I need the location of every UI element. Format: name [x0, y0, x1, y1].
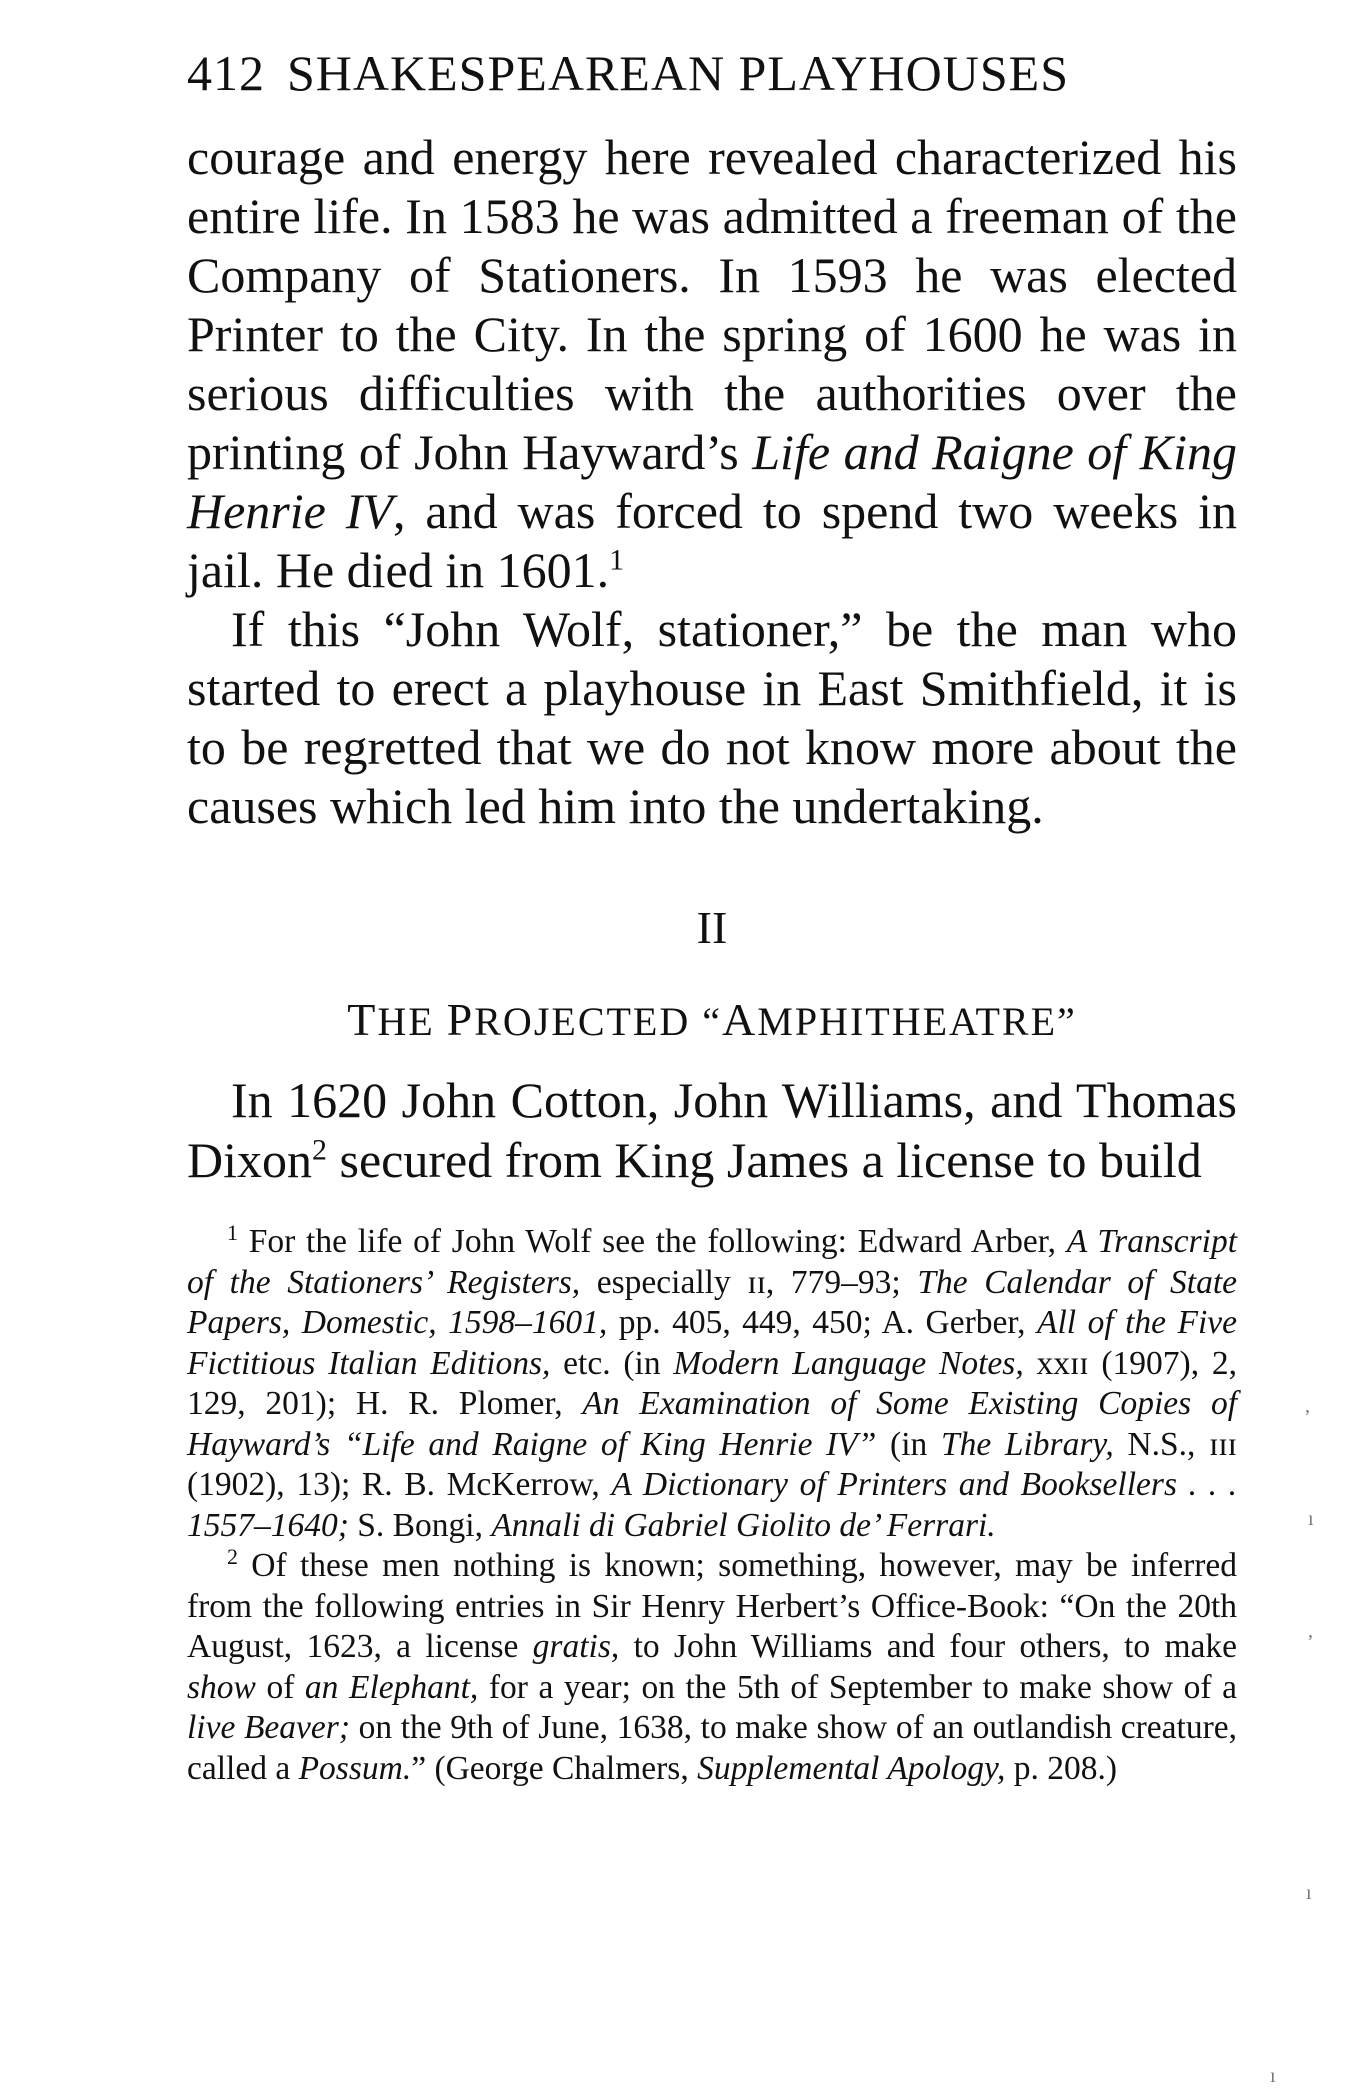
footnote-mark: 1 [227, 1219, 238, 1245]
book-title: Life and Raigne of King Henrie IV [187, 424, 1237, 539]
italic-run: Supplemental Apology, [697, 1749, 1006, 1787]
text-run: N.S., ɪɪɪ (1902), 13); R. B. McKerrow, [187, 1425, 1237, 1503]
text-run: ” (George Chalmers, [411, 1749, 698, 1787]
italic-run: show [187, 1668, 256, 1706]
text-run: secured from King James a license to build [327, 1132, 1202, 1188]
italic-run: gratis, [532, 1628, 620, 1665]
heading-part: MPHITHEATRE” [757, 999, 1077, 1044]
footnote-ref: 2 [312, 1133, 327, 1167]
footnote-mark: 2 [227, 1543, 238, 1569]
running-title: SHAKESPEAREAN PLAYHOUSES [287, 45, 1070, 101]
text-run: p. 208.) [1005, 1749, 1118, 1787]
text-run: to John Williams and four others, to make [619, 1628, 1237, 1665]
speck: , [1308, 1620, 1313, 1642]
text-run: Of these men nothing is known; something, however, may be inferred from the following entries in Sir Henry Herbert’s Office-Book: “On the 20th August, 1623, a license [187, 1547, 1237, 1665]
paragraph [187, 128, 1237, 600]
heading-part: P [446, 994, 475, 1045]
italic-run: Modern Language Notes, [673, 1344, 1024, 1382]
section-number: II [696, 902, 728, 953]
section-heading [187, 990, 1237, 1052]
italic-run: All of the Five Fictitious Italian Editions, [187, 1304, 1238, 1382]
text-run: of [255, 1668, 305, 1706]
footnote-ref: 1 [609, 543, 625, 577]
text-run: xxɪɪ (1907), 2, 129, 201); H. R. Plomer, [187, 1344, 1237, 1422]
text-run: (in [876, 1425, 941, 1463]
speck: ı [1270, 2065, 1276, 2087]
italic-run: An Examination of Some Existing Copies of Hayward’s “Life and Raigne of King Henrie IV” [187, 1385, 1237, 1463]
italic-run: live Beaver; [187, 1709, 350, 1746]
page-number: 412 [187, 45, 265, 101]
footnotes [187, 1219, 1238, 1789]
italic-run: an Elephant, [304, 1668, 479, 1706]
heading-part: ROJECTED “ [474, 999, 723, 1044]
text-run: pp. 405, 449, 450; A. Gerber, [607, 1304, 1038, 1341]
italic-run: A Transcript of the Stationers’ Registers, [187, 1223, 1237, 1301]
italic-run: Possum. [298, 1749, 412, 1787]
main-text [187, 128, 1237, 836]
italic-run: A Dictionary of Printers and Booksellers . . . 1557–1640; [187, 1466, 1237, 1544]
speck: ı [1306, 1882, 1312, 1904]
running-header [187, 38, 1237, 108]
footnote-2 [187, 1543, 1238, 1789]
paragraph: If this “John Wolf, stationer,” be the man who started to erect a playhouse in East Smithfield, it is to be regretted that we do not know more about the causes which led him into the undertaking. [187, 601, 1237, 834]
heading-part: A [722, 994, 758, 1045]
paragraph [187, 1070, 1237, 1190]
text-run: for a year; on the 5th of September to make show of a [478, 1668, 1237, 1706]
speck: ı [1308, 1508, 1314, 1530]
italic-run: The Library, [940, 1425, 1114, 1463]
text-run: especially ɪɪ, 779–93; [580, 1263, 918, 1301]
speck: , [1305, 1395, 1310, 1417]
text-run: , and was forced to spend two weeks in jail. He died in 1601. [187, 483, 1237, 598]
italic-run: Annali di Gabriel Giolito de’ Ferrari. [491, 1506, 996, 1544]
footnote-1 [187, 1219, 1238, 1546]
text-run: on the 9th of June, 1638, to make show of an outlandish creature, called a [187, 1709, 1238, 1787]
text-run: S. Bongi, [348, 1506, 492, 1544]
text-run: For the life of John Wolf see the following: Edward Arber, [238, 1223, 1067, 1260]
text-run: etc. (in [550, 1344, 674, 1382]
italic-run: The Calendar of State Papers, Domestic, 1598–1601, [187, 1263, 1238, 1341]
text-run: In 1620 John Cotton, John Williams, and Thomas Dixon [187, 1072, 1237, 1188]
section-text [187, 1070, 1237, 1190]
heading-part: T [347, 994, 378, 1045]
heading-part: HE [377, 999, 447, 1044]
text-run: courage and energy here revealed characterized his entire life. In 1583 he was admitted a freeman of the Company of Stationers. In 1593 he was elected Printer to the City. In the spring of 1600 he was in serious difficulties with the authorities over the printing of John Hayward’s [187, 129, 1237, 480]
